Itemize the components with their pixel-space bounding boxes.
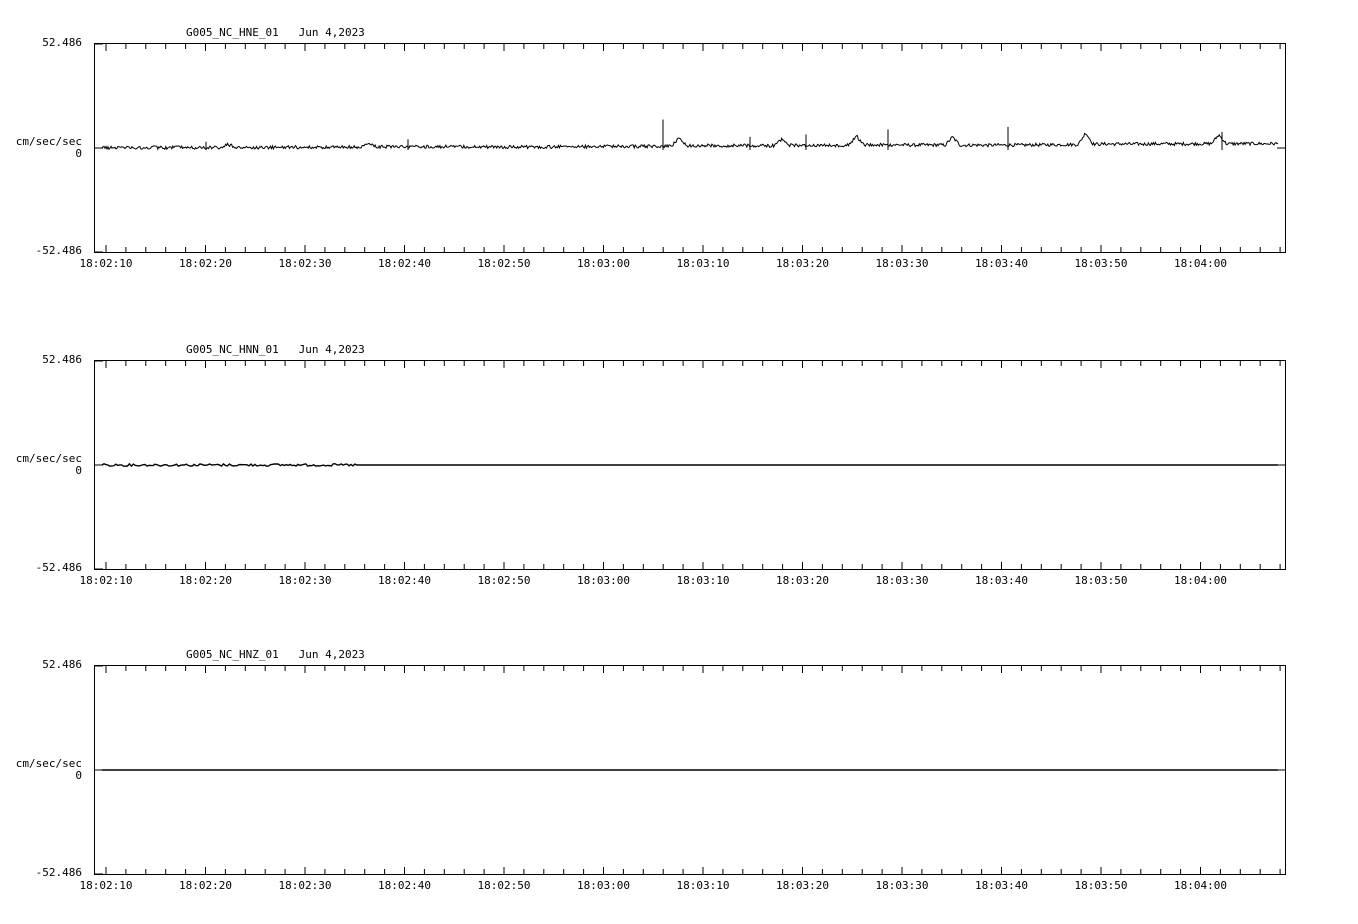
x-axis-tick-label: 18:03:10 [676,879,730,892]
x-axis-tick-label: 18:02:30 [278,879,332,892]
y-axis-zero-label: 0 [75,147,82,160]
x-axis-tick-label: 18:02:10 [79,879,133,892]
y-axis-max-label: 52.486 [42,36,82,49]
x-axis-tick-label: 18:03:20 [776,574,829,587]
waveform-trace-hnz [94,665,1286,875]
x-axis-tick-label: 18:04:00 [1174,257,1227,270]
x-axis-tick-label: 18:03:20 [776,257,829,270]
x-axis-tick-label: 18:02:10 [79,257,133,270]
x-axis-tick-label: 18:02:40 [378,574,431,587]
y-axis-units-label: cm/sec/sec [15,757,82,770]
x-axis-tick-label: 18:02:40 [378,257,431,270]
x-axis-tick-label: 18:03:40 [975,879,1028,892]
panel-title: G005_NC_HNZ_01 Jun 4,2023 [186,648,365,661]
panel-title: G005_NC_HNN_01 Jun 4,2023 [186,343,365,356]
x-axis-tick-label: 18:02:40 [378,879,431,892]
x-axis-tick-label: 18:03:00 [577,574,630,587]
x-axis-tick-label: 18:02:30 [278,574,332,587]
x-axis-labels-hnn [0,574,1358,590]
x-axis-tick-label: 18:03:50 [1074,257,1128,270]
y-axis-units-label: cm/sec/sec [15,135,82,148]
x-axis-labels-hne [0,257,1358,273]
y-axis-zero-label: 0 [75,464,82,477]
y-axis-min-label: -52.486 [35,561,82,574]
x-axis-tick-label: 18:03:20 [776,879,829,892]
y-axis-zero-label: 0 [75,769,82,782]
x-axis-tick-label: 18:02:50 [477,574,531,587]
x-axis-tick-label: 18:02:20 [179,879,232,892]
x-axis-tick-label: 18:02:30 [278,257,332,270]
y-axis-max-label: 52.486 [42,353,82,366]
x-axis-tick-label: 18:02:20 [179,257,232,270]
x-axis-tick-label: 18:03:30 [875,879,929,892]
x-axis-tick-label: 18:02:50 [477,879,531,892]
waveform-trace-hnn [94,360,1286,570]
x-axis-labels-hnz [0,879,1358,895]
x-axis-tick-label: 18:03:00 [577,257,630,270]
y-axis-units-label: cm/sec/sec [15,452,82,465]
x-axis-tick-label: 18:03:50 [1074,879,1128,892]
x-axis-tick-label: 18:03:40 [975,574,1028,587]
waveform-trace-hne [94,43,1286,253]
x-axis-tick-label: 18:03:30 [875,574,929,587]
x-axis-tick-label: 18:03:10 [676,574,730,587]
x-axis-tick-label: 18:03:10 [676,257,730,270]
panel-title: G005_NC_HNE_01 Jun 4,2023 [186,26,365,39]
x-axis-tick-label: 18:03:00 [577,879,630,892]
x-axis-tick-label: 18:04:00 [1174,574,1227,587]
x-axis-tick-label: 18:02:20 [179,574,232,587]
y-axis-max-label: 52.486 [42,658,82,671]
x-axis-tick-label: 18:03:50 [1074,574,1128,587]
x-axis-tick-label: 18:03:30 [875,257,929,270]
y-axis-min-label: -52.486 [35,244,82,257]
y-axis-min-label: -52.486 [35,866,82,879]
x-axis-tick-label: 18:02:50 [477,257,531,270]
x-axis-tick-label: 18:04:00 [1174,879,1227,892]
x-axis-tick-label: 18:03:40 [975,257,1028,270]
x-axis-tick-label: 18:02:10 [79,574,133,587]
